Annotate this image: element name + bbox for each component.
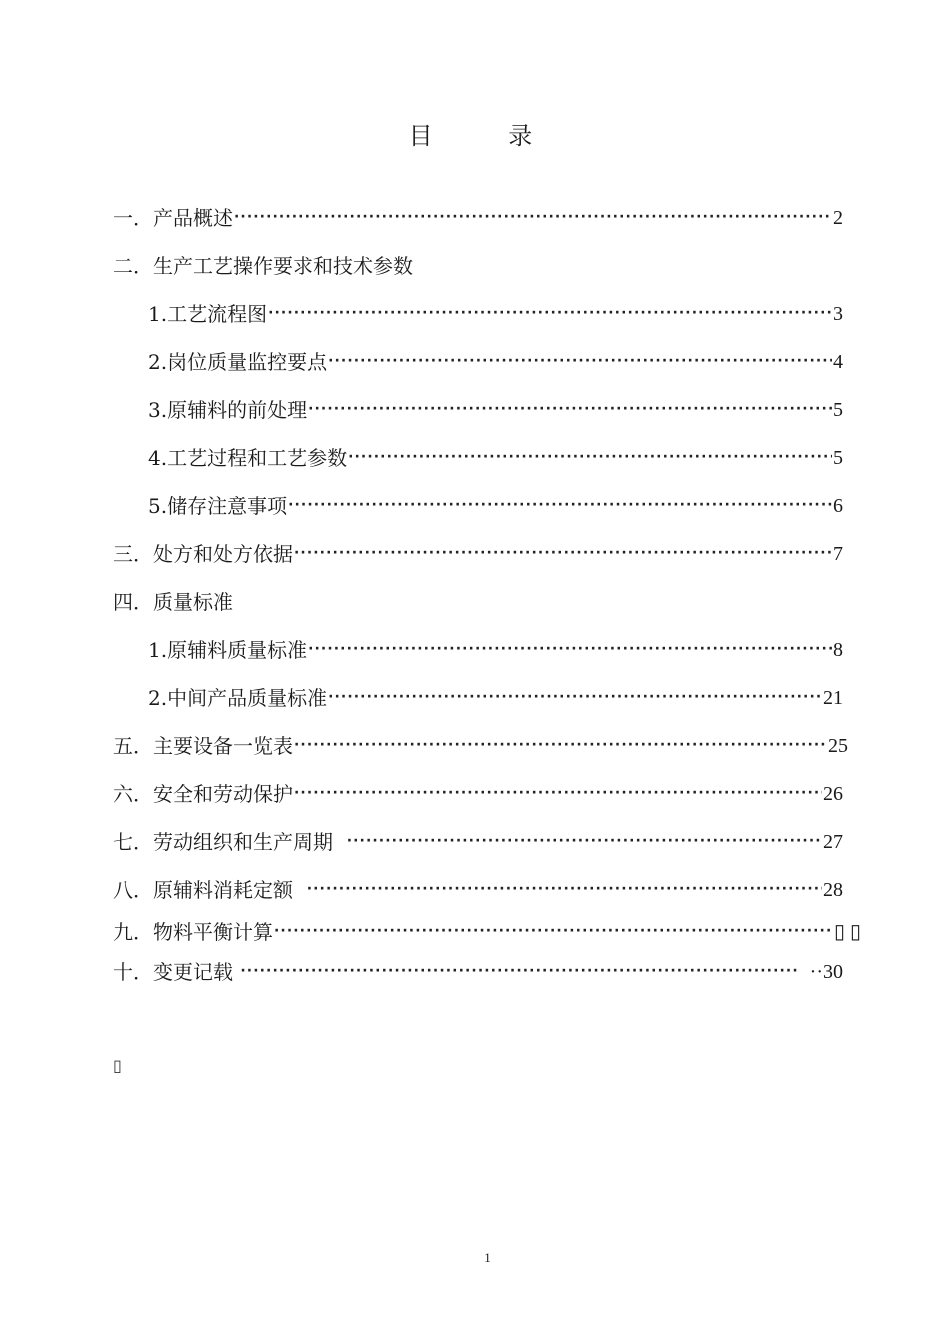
- toc-entry-number: 六．: [113, 782, 153, 806]
- page-number-footer: 1: [484, 1250, 491, 1265]
- toc-entry-number: 一．: [113, 206, 153, 230]
- toc-subentry[interactable]: [148, 632, 843, 662]
- toc-section-heading[interactable]: [113, 248, 843, 278]
- toc-entry-page: 6: [833, 495, 843, 517]
- toc-subentry[interactable]: [148, 488, 843, 518]
- toc-entry-page: 26: [823, 783, 843, 805]
- toc-leader-dots: [294, 734, 827, 758]
- toc-entry[interactable]: [113, 200, 843, 230]
- toc-entry[interactable]: [113, 954, 843, 984]
- toc-leader-dots: [348, 446, 832, 470]
- toc-subentry[interactable]: [148, 344, 843, 374]
- toc-entry-page: 2: [833, 207, 843, 229]
- toc-entry-label: 中间产品质量标准: [167, 686, 328, 710]
- toc-entry-page: 7: [833, 543, 843, 565]
- toc-entry-label: 安全和劳动保护: [153, 782, 293, 806]
- toc-entry-label: 处方和处方依据: [153, 542, 293, 566]
- toc-entry-number: 五．: [113, 734, 153, 758]
- toc-subentry[interactable]: [148, 440, 843, 470]
- toc-leader-dots: [308, 638, 832, 662]
- toc-entry-label: 工艺流程图: [167, 302, 268, 326]
- toc-entry-number: 三．: [113, 542, 153, 566]
- toc-entry-label: 主要设备一览表: [153, 734, 293, 758]
- stray-glyph-mark: ▯: [113, 1056, 122, 1075]
- toc-entry-number: 十．: [113, 960, 153, 984]
- toc-leader-dots: [294, 782, 822, 806]
- toc-entry-label: 原辅料质量标准: [167, 638, 308, 662]
- toc-leader-dots: [240, 960, 799, 984]
- toc-entry-label: 原辅料的前处理: [167, 398, 308, 422]
- toc-entry-number: 七．: [113, 830, 153, 854]
- toc-subentry[interactable]: [148, 296, 843, 326]
- toc-leader-dots: [347, 830, 822, 854]
- toc-leader-dots: [234, 206, 832, 230]
- toc-entry-page: 25: [828, 735, 848, 757]
- toc-entry-label: 变更记载: [153, 960, 240, 984]
- toc-entry[interactable]: [113, 776, 843, 806]
- toc-entry-label: 原辅料消耗定额: [153, 878, 306, 902]
- toc-entry-label: 劳动组织和生产周期: [153, 830, 346, 854]
- toc-entry-label: 生产工艺操作要求和技术参数: [153, 254, 413, 278]
- toc-entry-number: 2.: [148, 686, 168, 710]
- toc-leader-dots: [274, 920, 833, 944]
- toc-subentry[interactable]: [148, 392, 843, 422]
- toc-entry-page: 27: [823, 831, 843, 853]
- toc-entry-number: 九．: [113, 920, 153, 944]
- toc-entry-label: 工艺过程和工艺参数: [167, 446, 348, 470]
- toc-entry-label: 物料平衡计算: [153, 920, 273, 944]
- toc-entry-page: 5: [833, 399, 843, 421]
- toc-entry-page: 3: [833, 303, 843, 325]
- toc-entry-number: 二．: [113, 254, 153, 278]
- toc-entry-label: 产品概述: [153, 206, 233, 230]
- toc-leader-dots: [268, 302, 832, 326]
- toc-entry-label: 质量标准: [153, 590, 233, 614]
- toc-title: 目 录: [408, 122, 567, 150]
- toc-entry[interactable]: [113, 872, 843, 902]
- toc-leader-dots: [307, 878, 822, 902]
- toc-entry-number: 八．: [113, 878, 153, 902]
- toc-entry-page: ▯ ▯: [833, 921, 861, 943]
- toc-entry-page: 21: [823, 687, 843, 709]
- toc-entry-page: 28: [823, 879, 843, 901]
- toc-entry[interactable]: [113, 914, 861, 944]
- toc-entry[interactable]: [113, 728, 848, 758]
- toc-entry-page: 4: [833, 351, 843, 373]
- toc-entry-number: 1.: [148, 302, 168, 326]
- toc-entry-number: 4.: [148, 446, 168, 470]
- toc-entry-label: 岗位质量监控要点: [167, 350, 328, 374]
- toc-subentry[interactable]: [148, 680, 843, 710]
- toc-entry-label: 储存注意事项: [167, 494, 288, 518]
- toc-leader-dots: [288, 494, 832, 518]
- toc-entry[interactable]: [113, 536, 843, 566]
- toc-entry-page: ··30: [809, 961, 843, 983]
- toc-leader-dots: [308, 398, 832, 422]
- toc-leader-dots: [328, 686, 822, 710]
- toc-entry-number: 5.: [148, 494, 168, 518]
- toc-entry-number: 2.: [148, 350, 168, 374]
- toc-leader-dots: [294, 542, 832, 566]
- toc-section-heading[interactable]: [113, 584, 843, 614]
- toc-entry-page: 8: [833, 639, 843, 661]
- toc-entry[interactable]: [113, 824, 843, 854]
- toc-leader-dots: [328, 350, 832, 374]
- toc-entry-page: 5: [833, 447, 843, 469]
- toc-entry-number: 3.: [148, 398, 168, 422]
- toc-entry-number: 四．: [113, 590, 153, 614]
- toc-entry-number: 1.: [148, 638, 168, 662]
